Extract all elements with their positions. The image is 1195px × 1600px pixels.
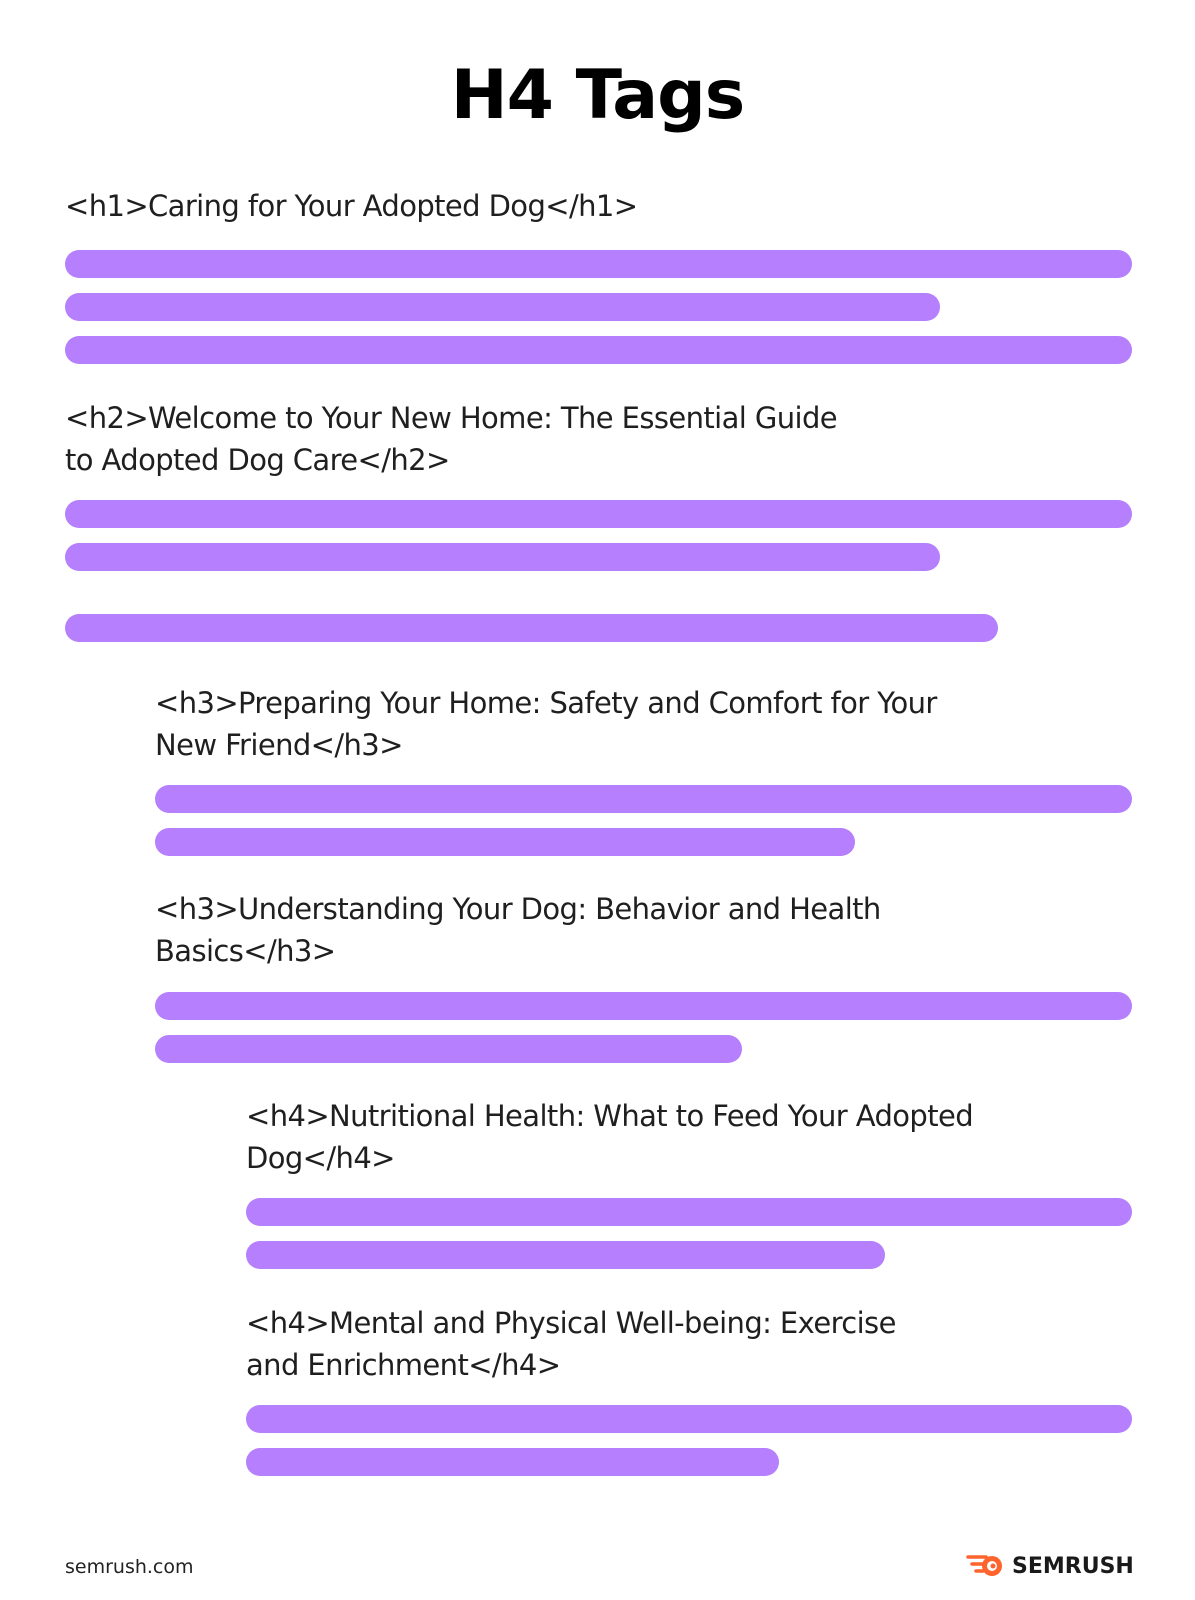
text-placeholder-bar (155, 1035, 742, 1063)
text-placeholder-bar (246, 1405, 1132, 1433)
semrush-logo (966, 1549, 1134, 1583)
title: H4 Tags (450, 56, 745, 135)
text-placeholder-bar (65, 293, 940, 321)
heading-line: New Friend</h3> (155, 728, 403, 762)
heading-line: to Adopted Dog Care</h2> (65, 443, 450, 477)
heading-h4 (246, 1302, 896, 1386)
text-placeholder-bar (155, 828, 855, 856)
heading-line: <h2>Welcome to Your New Home: The Essential Guide (65, 401, 838, 435)
heading-h3 (155, 682, 937, 766)
text-placeholder-bar (65, 614, 998, 642)
heading-line: Basics</h3> (155, 934, 336, 968)
text-placeholder-bar (246, 1198, 1132, 1226)
text-placeholder-bar (155, 785, 1132, 813)
footer-url: semrush.com (65, 1556, 194, 1578)
text-placeholder-bar (246, 1448, 779, 1476)
heading-line: Dog</h4> (246, 1141, 395, 1175)
heading-h3 (155, 888, 881, 972)
heading-line: <h3>Understanding Your Dog: Behavior and Health (155, 892, 881, 926)
heading-h4 (246, 1095, 973, 1179)
semrush-logo-text: SEMRUSH (1012, 1553, 1134, 1579)
heading-line: <h3>Preparing Your Home: Safety and Comfort for Your (155, 686, 937, 720)
semrush-fireball-icon (966, 1552, 1006, 1580)
heading-h2 (65, 397, 837, 481)
heading-line: <h4>Nutritional Health: What to Feed Your Adopted (246, 1099, 974, 1133)
heading-line: <h1>Caring for Your Adopted Dog</h1> (65, 189, 638, 223)
text-placeholder-bar (246, 1241, 885, 1269)
text-placeholder-bar (155, 992, 1132, 1020)
heading-line: and Enrichment</h4> (246, 1348, 561, 1382)
text-placeholder-bar (65, 250, 1132, 278)
text-placeholder-bar (65, 336, 1132, 364)
heading-line: <h4>Mental and Physical Well-being: Exercise (246, 1306, 896, 1340)
text-placeholder-bar (65, 543, 940, 571)
text-placeholder-bar (65, 500, 1132, 528)
heading-h1 (65, 185, 637, 227)
